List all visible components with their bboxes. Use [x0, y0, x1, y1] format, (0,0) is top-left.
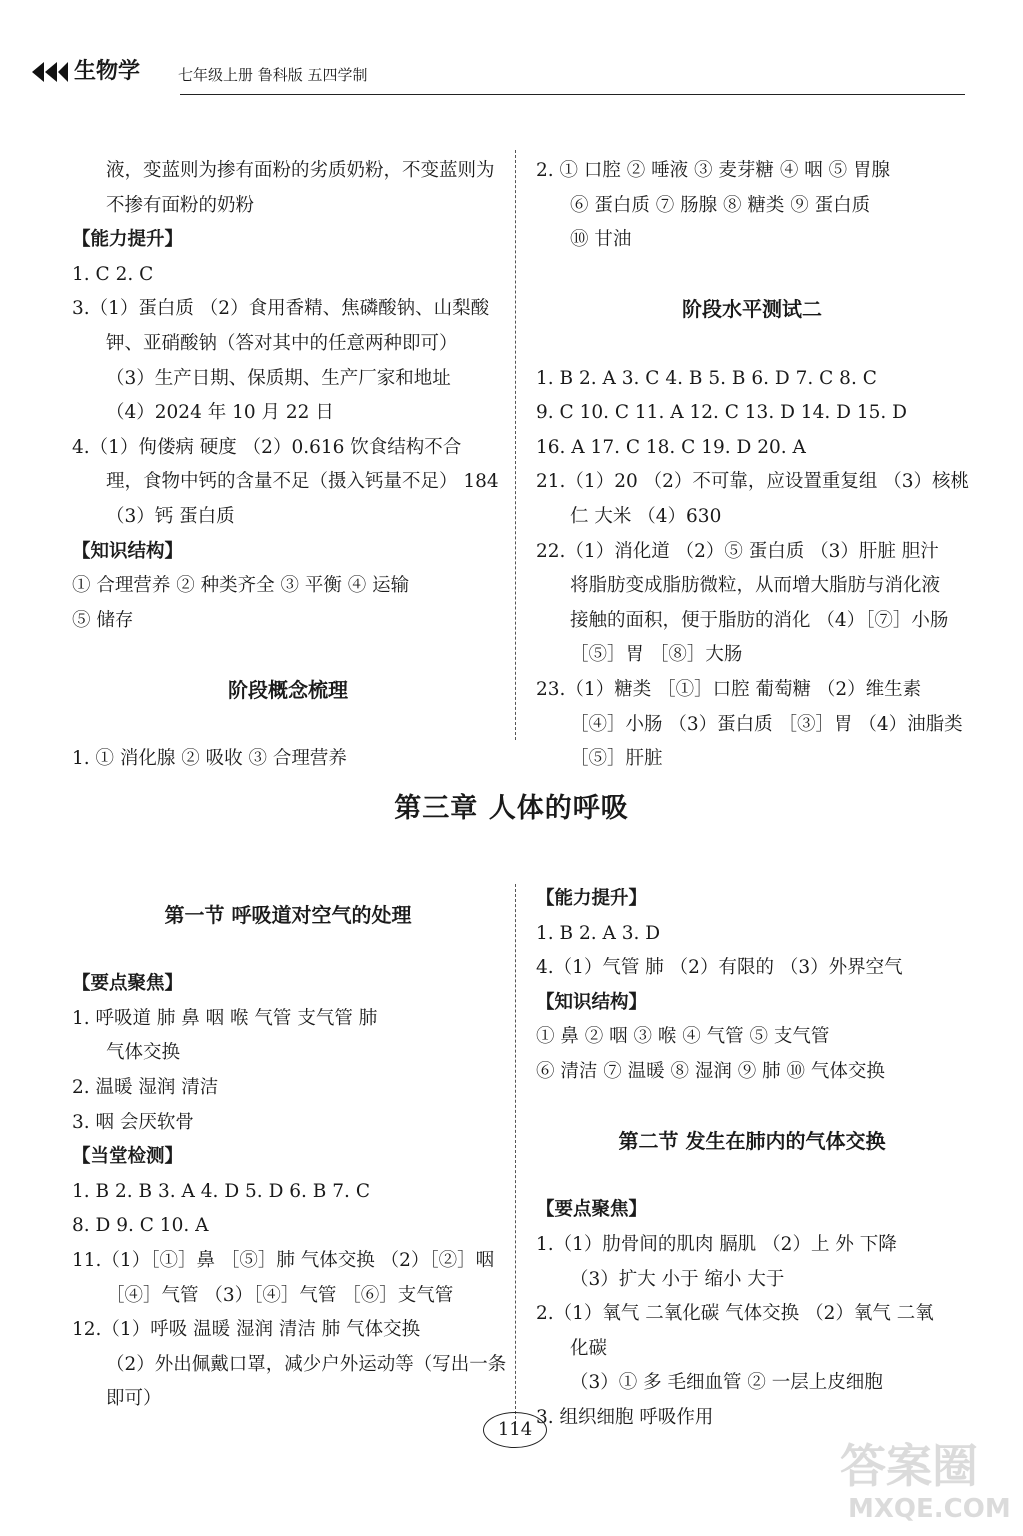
- answer-line: ［④］小肠 （3）蛋白质 ［③］胃 （4）油脂类: [570, 713, 963, 735]
- answer-line: 不掺有面粉的奶粉: [106, 194, 255, 216]
- answer-line: （4）2024 年 10 月 22 日: [106, 402, 334, 424]
- section-heading: 【能力提升】: [536, 888, 648, 909]
- answer-line: ⑩ 甘油: [570, 229, 632, 251]
- answer-line: [72, 708, 504, 743]
- answer-line: （3）钙 蛋白质: [106, 505, 235, 527]
- watermark: [840, 1430, 1010, 1530]
- section-heading: 【当堂检测】: [72, 1146, 184, 1168]
- answer-line: 接触的面积，便于脂肪的消化 （4）［⑦］小肠: [570, 609, 949, 631]
- answer-line: 理，食物中钙的含量不足（摄入钙量不足） 184: [106, 471, 499, 493]
- answer-line: （3）扩大 小于 缩小 大于: [570, 1268, 785, 1290]
- answer-line: [72, 933, 504, 968]
- section-title: 第一节 呼吸道对空气的处理: [164, 903, 412, 927]
- answer-line: （3）生产日期、保质期、生产厂家和地址: [106, 367, 451, 389]
- column-divider-top: [515, 150, 516, 740]
- answer-line: 11.（1）［①］鼻 ［⑤］肺 气体交换 （2）［②］咽: [72, 1249, 495, 1271]
- book-subtitle: 七年级上册 鲁科版 五四学制: [178, 66, 368, 84]
- answer-line: 4.（1）佝偻病 硬度 （2）0.616 饮食结构不合: [72, 436, 462, 458]
- answer-line: 钾、亚硝酸钠（答对其中的任意两种即可）: [106, 332, 458, 354]
- answer-line: 12.（1）呼吸 温暖 湿润 清洁 肺 气体交换: [72, 1319, 421, 1341]
- answer-line: 即可）: [106, 1388, 162, 1410]
- answer-line: 仁 大米 （4）630: [570, 505, 722, 527]
- answer-line: 将脂肪变成脂肪微粒，从而增大脂肪与消化液: [570, 575, 941, 597]
- answer-line: 3. 组织细胞 呼吸作用: [536, 1406, 714, 1428]
- answer-line: 2.（1）氧气 二氧化碳 气体交换 （2）氧气 二氧: [536, 1303, 934, 1325]
- answer-line: 2. 温暖 湿润 清洁: [72, 1076, 219, 1098]
- answer-line: [536, 258, 968, 293]
- section-title: 阶段水平测试二: [682, 297, 822, 322]
- answer-line: 8. D 9. C 10. A: [72, 1215, 209, 1237]
- answer-line: ① 合理营养 ② 种类齐全 ③ 平衡 ④ 运输: [72, 575, 410, 597]
- answer-line: 液，变蓝则为掺有面粉的劣质奶粉，不变蓝则为: [106, 160, 495, 181]
- top-left-column: [72, 154, 504, 777]
- section-title: 阶段概念梳理: [228, 677, 348, 702]
- answer-line: [72, 638, 504, 673]
- answer-line: 1. 呼吸道 肺 鼻 咽 喉 气管 支气管 肺: [72, 1007, 378, 1029]
- answer-line: 23.（1）糖类 ［①］口腔 葡萄糖 （2）维生素: [536, 678, 922, 700]
- header-rule: [180, 94, 965, 95]
- answer-line: 16. A 17. C 18. C 19. D 20. A: [536, 436, 806, 458]
- watermark-url: MXQE.COM: [848, 1494, 1011, 1524]
- bottom-left-column: [72, 898, 507, 1417]
- answer-line: ① 鼻 ② 咽 ③ 喉 ④ 气管 ⑤ 支气管: [536, 1026, 830, 1048]
- answer-line: （2）外出佩戴口罩，减少户外运动等（写出一条: [106, 1353, 507, 1375]
- answer-line: ⑥ 清洁 ⑦ 温暖 ⑧ 湿润 ⑨ 肺 ⑩ 气体交换: [536, 1060, 885, 1082]
- answer-line: 1. C 2. C: [72, 263, 154, 285]
- section-heading: 【能力提升】: [72, 229, 184, 251]
- book-logo: 生物学: [74, 58, 141, 84]
- answer-line: 21.（1）20 （2）不可靠，应设置重复组 （3）核桃: [536, 471, 970, 493]
- section-heading: 【知识结构】: [536, 991, 648, 1013]
- double-arrow-left-icon: [30, 60, 70, 84]
- chapter-title: 第三章 人体的呼吸: [394, 793, 629, 824]
- answer-line: ⑤ 储存: [72, 609, 134, 631]
- bottom-right-column: [536, 882, 968, 1436]
- answer-line: ［⑤］肝脏: [570, 748, 663, 770]
- answer-line: 22.（1）消化道 （2）⑤ 蛋白质 （3）肝脏 胆汁: [536, 540, 939, 562]
- section-title: 第二节 发生在肺内的气体交换: [618, 1129, 886, 1154]
- column-divider-bottom: [515, 884, 516, 1424]
- answer-line: ⑥ 蛋白质 ⑦ 肠腺 ⑧ 糖类 ⑨ 蛋白质: [570, 194, 871, 216]
- answer-line: [536, 327, 968, 362]
- answer-line: 9. C 10. C 11. A 12. C 13. D 14. D 15. D: [536, 402, 907, 424]
- page-number: 114: [483, 1412, 547, 1448]
- answer-line: ［⑤］胃 ［⑧］大肠: [570, 644, 743, 666]
- answer-line: [536, 1090, 968, 1125]
- answer-line: 1.（1）肋骨间的肌肉 膈肌 （2）上 外 下降: [536, 1233, 897, 1255]
- answer-line: 化碳: [570, 1337, 608, 1359]
- answer-line: 1. B 2. A 3. D: [536, 922, 661, 944]
- section-heading: 【要点聚焦】: [72, 973, 184, 995]
- answer-line: 4.（1）气管 肺 （2）有限的 （3）外界空气: [536, 957, 903, 979]
- page-header: [30, 52, 965, 96]
- section-heading: 【知识结构】: [72, 540, 184, 562]
- answer-line: 2. ① 口腔 ② 唾液 ③ 麦芽糖 ④ 咽 ⑤ 胃腺: [536, 160, 890, 181]
- answer-line: 3. 咽 会厌软骨: [72, 1111, 194, 1133]
- watermark-logo-text: 答案圈: [840, 1439, 978, 1493]
- answer-line: 1. B 2. A 3. C 4. B 5. B 6. D 7. C 8. C: [536, 367, 877, 389]
- answer-line: 1. B 2. B 3. A 4. D 5. D 6. B 7. C: [72, 1180, 370, 1202]
- answer-line: 1. ① 消化腺 ② 吸收 ③ 合理营养: [72, 748, 347, 770]
- answer-line: 气体交换: [106, 1042, 181, 1064]
- answer-line: [536, 1159, 968, 1194]
- top-right-column: [536, 154, 968, 777]
- section-heading: 【要点聚焦】: [536, 1199, 648, 1221]
- answer-line: ［④］气管 （3）［④］气管 ［⑥］支气管: [106, 1284, 454, 1306]
- answer-line: （3）① 多 毛细血管 ② 一层上皮细胞: [570, 1372, 883, 1394]
- answer-line: 3.（1）蛋白质 （2）食用香精、焦磷酸钠、山梨酸: [72, 298, 490, 320]
